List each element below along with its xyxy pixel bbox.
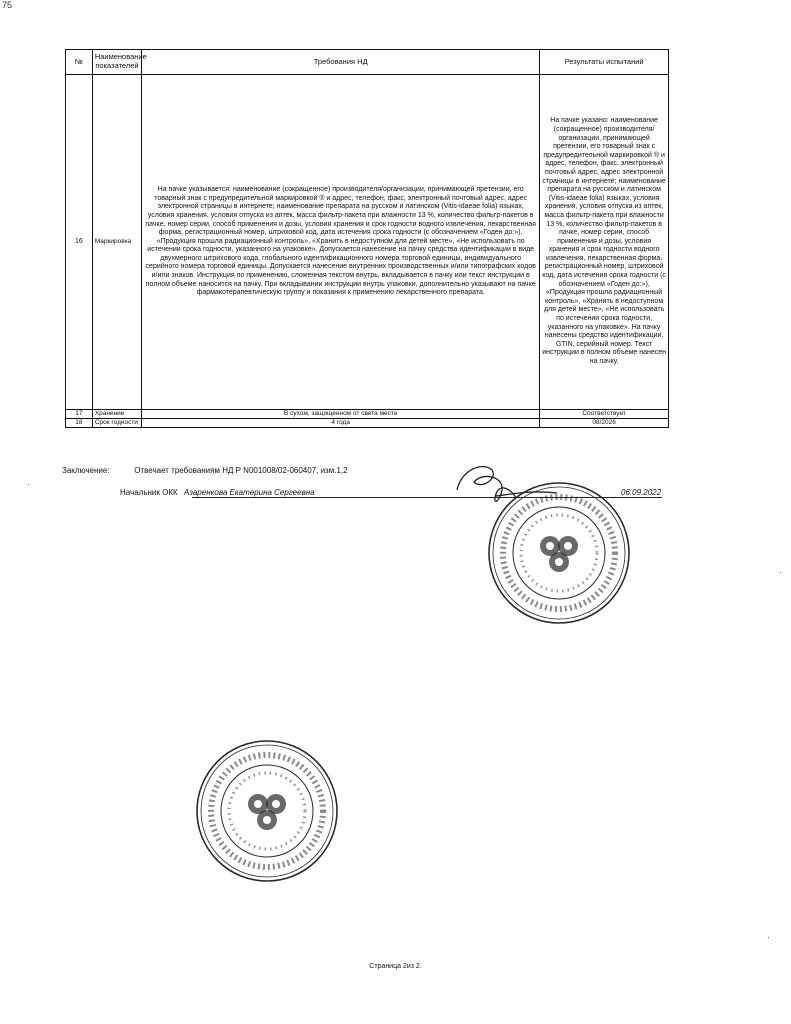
table-row [66, 419, 669, 428]
row-result: 08/2026 [540, 419, 669, 428]
header-name: Наименование показателей [92, 50, 141, 75]
row-requirements: 4 года [142, 419, 540, 428]
results-table [65, 49, 669, 428]
scan-speck [28, 484, 29, 485]
row-num: 16 [66, 75, 93, 410]
row-num: 17 [66, 410, 93, 419]
conclusion-label: Заключение: [62, 466, 110, 475]
page-footer: Страница 2из 2. [369, 963, 422, 970]
head-name: Азаренкова Екатерина Сергеевна [183, 488, 315, 497]
row-requirements: В сухом, защищенном от света месте [142, 410, 540, 419]
table-row [66, 75, 669, 410]
row-result: Соответствует [540, 410, 669, 419]
round-seal-icon [486, 480, 632, 626]
scan-speck [780, 572, 781, 573]
table-row [66, 410, 669, 419]
round-seal-icon [194, 738, 340, 884]
head-title: Начальник ОКК [120, 488, 178, 497]
head-signature-line [120, 488, 315, 497]
conclusion-text: Отвечает требованиям НД Р N001008/02-060407, изм.1,2 [134, 466, 348, 475]
corner-mark: 75 [2, 0, 13, 10]
table-header-row [66, 50, 669, 75]
row-name: Срок годности [92, 419, 141, 428]
signature-date: 06.09.2022 [621, 488, 662, 497]
row-name: Маркировка [92, 75, 141, 410]
row-requirements: На пачке указывается: наименование (сокращенное) производителя/организации, принимающей претензии, его товарный знак с предупредительной маркировкой ® и адрес, телефон, факс, электронный почтовый адрес, адрес электронной страницы в интернете; наименование препарата на русском и латинском (Vitis-idaeae folia) языках, условия хранения, условия отпуска из аптек, масса фильтр-пакета при влажности 13 %, количество фильтр-пакетов в пачке, номер серии, способ применения и дозы, условия хранения и срок годности водного извлечения, лекарственная форма, регистрационный номер, штриховой код, дата истечения срока годности (с обозначением «Годен до:»), «Продукция прошла радиационный контроль», «Хранить в недоступном для детей месте», «Не использовать по истечении срока годности, указанного на упаковке». Допускается нанесение на пачку средства идентификации в виде двухмерного штрихового кода, глобального идентификационного номера торговой единицы, индивидуального серийного номера торговой единицы. Допускается нанесение внутренних производственных и/или типографских кодов и/или знаков. Инструкция по применению, сложенная текстом внутрь, вкладывается в пачку или текст инструкции в полном объеме наносится на пачку. При вкладывании инструкции внутрь упаковки, дополнительно указывают на пачке фармакотерапевтическую группу и показания к применению лекарственного препарата. [142, 75, 540, 410]
row-name: Хранение [92, 410, 141, 419]
row-num: 18 [66, 419, 93, 428]
header-requirements: Требования НД [142, 50, 540, 75]
header-results: Результаты испытаний [540, 50, 669, 75]
header-num: № [66, 50, 93, 75]
scan-speck [768, 937, 769, 938]
conclusion [62, 466, 348, 475]
row-result: На пачке указано: наименование (сокращенное) производителя/организации, принимающей претензии, его товарный знак с предупредительной маркировкой ® и адрес, телефон, факс, электронный почтовый адрес, адрес электронной страницы в интернете; наименование препарата на русском и латинском (Vitis-idaeae folia) языках, условия хранения, условия отпуска из аптек, масса фильтр-пакета при влажности 13 %, количество фильтр-пакетов в пачке, номер серии, способ применения и дозы, условия хранения и срок годности водного извлечения, лекарственная форма, регистрационный номер, штриховой код, дата истечения срока годности (с обозначением «Годен до:»), «Продукция прошла радиационный контроль», «Хранить в недоступном для детей месте», «Не использовать по истечении срока годности, указанного на упаковке». На пачку нанесены средство идентификации, GTIN, серийный номер. Текст инструкции в полном объеме нанесен на пачку. [540, 75, 669, 410]
